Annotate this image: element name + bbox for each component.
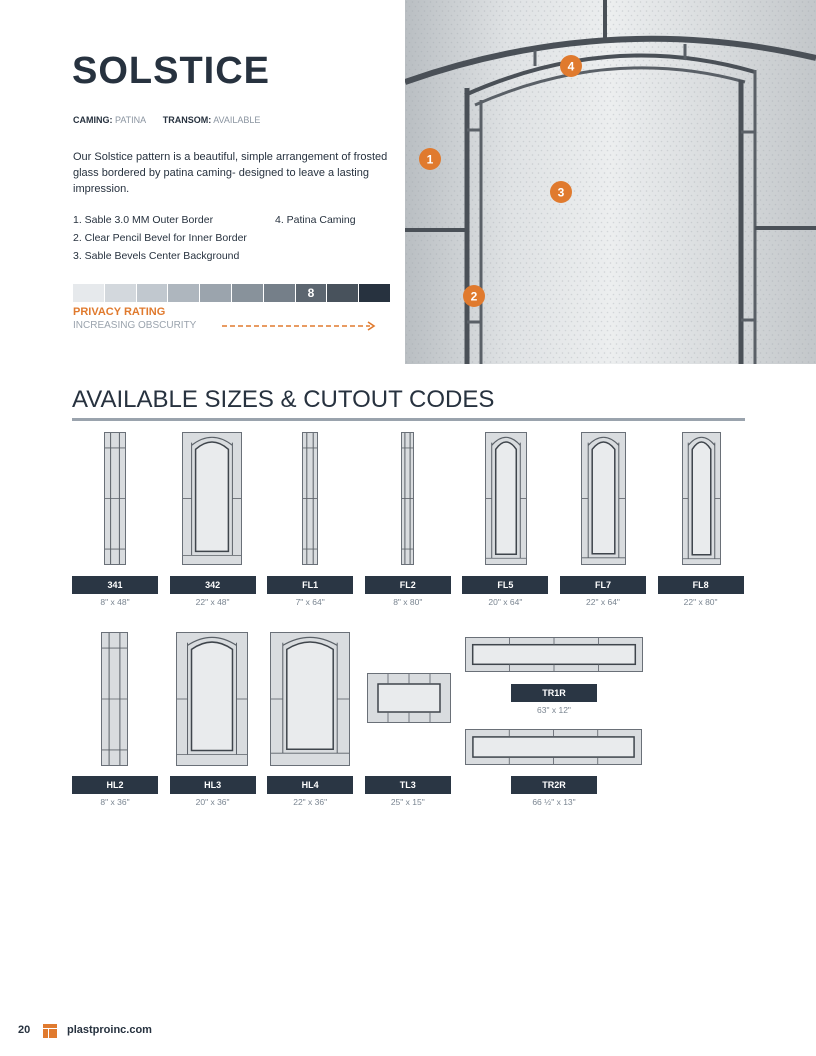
transom-spec	[163, 115, 261, 125]
cutout-code-label: FL7	[560, 576, 646, 594]
cutout-code-label: FL5	[462, 576, 548, 594]
privacy-rating-title: PRIVACY RATING	[73, 306, 166, 318]
door-glass-panel-hl3	[176, 632, 248, 771]
section-title: AVAILABLE SIZES & CUTOUT CODES	[72, 386, 495, 413]
cutout-code-label: TL3	[365, 776, 451, 794]
door-glass-panel-fl5	[485, 432, 527, 570]
cutout-code-label: FL8	[658, 576, 744, 594]
size-dimension: 8" x 48"	[100, 597, 130, 607]
door-glass-panel-tr2r	[465, 729, 642, 770]
rating-segment	[73, 284, 104, 302]
rating-segment	[232, 284, 263, 302]
callout-marker-3	[550, 181, 572, 203]
description: Our Solstice pattern is a beautiful, simple arrangement of frosted glass bordered by patina caming- designed to leave a lasting impression.	[73, 151, 388, 195]
caming-value: PATINA	[115, 115, 147, 125]
transom-value: AVAILABLE	[213, 115, 261, 125]
door-glass-panel-hl2	[101, 632, 128, 771]
door-glass-panel-fl7	[581, 432, 626, 570]
feature-item: 1. Sable 3.0 MM Outer Border	[73, 214, 214, 226]
size-dimension: 22" x 80"	[683, 597, 718, 607]
size-dimension: 25" x 15"	[390, 797, 425, 807]
door-glass-panel-342	[182, 432, 242, 570]
increasing-arrow-icon	[222, 319, 380, 333]
page-number: 20	[18, 1024, 31, 1036]
website-link[interactable]: plastproinc.com	[67, 1024, 152, 1036]
size-dimension: 7" x 64"	[295, 597, 325, 607]
size-dimension: 22" x 48"	[195, 597, 230, 607]
door-glass-panel-tl3	[367, 673, 451, 728]
feature-list	[73, 211, 247, 265]
plastpro-logo-icon	[43, 1024, 57, 1038]
cutout-code-label: TR2R	[511, 776, 597, 794]
svg-text:4: 4	[567, 59, 575, 74]
privacy-rating-subtitle: INCREASING OBSCURITY	[73, 320, 197, 331]
svg-text:1: 1	[426, 152, 434, 167]
glass-photo	[405, 0, 816, 364]
cutout-code-label: HL2	[72, 776, 158, 794]
transom-label: TRANSOM:	[162, 115, 212, 125]
rating-segment	[200, 284, 231, 302]
rating-segment	[264, 284, 295, 302]
feature-item: 2. Clear Pencil Bevel for Inner Border	[73, 232, 247, 244]
caming-spec	[73, 115, 146, 125]
callout-marker-1	[419, 148, 441, 170]
door-glass-panel-fl8	[682, 432, 721, 570]
cutout-code-label: FL2	[365, 576, 451, 594]
rating-marker: 8	[296, 284, 327, 302]
rating-segment	[168, 284, 199, 302]
svg-text:2: 2	[470, 289, 478, 304]
spec-line	[73, 115, 274, 125]
size-dimension: 8" x 80"	[393, 597, 423, 607]
door-glass-panel-fl2	[401, 432, 414, 570]
size-dimension: 22" x 36"	[293, 797, 328, 807]
rating-segment	[105, 284, 136, 302]
rating-segment	[359, 284, 390, 302]
rating-segment	[137, 284, 168, 302]
size-dimension: 63" x 12"	[537, 705, 571, 715]
cutout-code-label: 341	[72, 576, 158, 594]
cutout-code-label: HL3	[170, 776, 256, 794]
size-dimension: 20" x 64"	[488, 597, 523, 607]
privacy-rating-bar	[73, 284, 391, 302]
callout-marker-2	[463, 285, 485, 307]
caming-label: CAMING:	[73, 115, 113, 125]
size-dimension: 20" x 36"	[195, 797, 230, 807]
feature-list-col2	[275, 211, 356, 229]
cutout-code-label: FL1	[267, 576, 353, 594]
cutout-code-label: HL4	[267, 776, 353, 794]
cutout-code-label: TR1R	[511, 684, 597, 702]
section-divider	[72, 418, 745, 421]
door-glass-panel-341	[104, 432, 126, 570]
feature-item: 3. Sable Bevels Center Background	[73, 250, 240, 262]
size-dimension: 8" x 36"	[100, 797, 130, 807]
door-glass-panel-fl1	[302, 432, 318, 570]
rating-segment	[327, 284, 358, 302]
size-dimension: 66 ½" x 13"	[532, 797, 576, 807]
size-dimension: 22" x 64"	[586, 597, 620, 607]
door-glass-panel-hl4	[270, 632, 350, 771]
cutout-code-label: 342	[170, 576, 256, 594]
door-glass-panel-tr1r	[465, 637, 643, 677]
feature-item: 4. Patina Caming	[275, 214, 356, 226]
page-title: SOLSTICE	[72, 50, 271, 92]
callout-marker-4	[560, 55, 582, 77]
svg-text:3: 3	[557, 185, 565, 200]
